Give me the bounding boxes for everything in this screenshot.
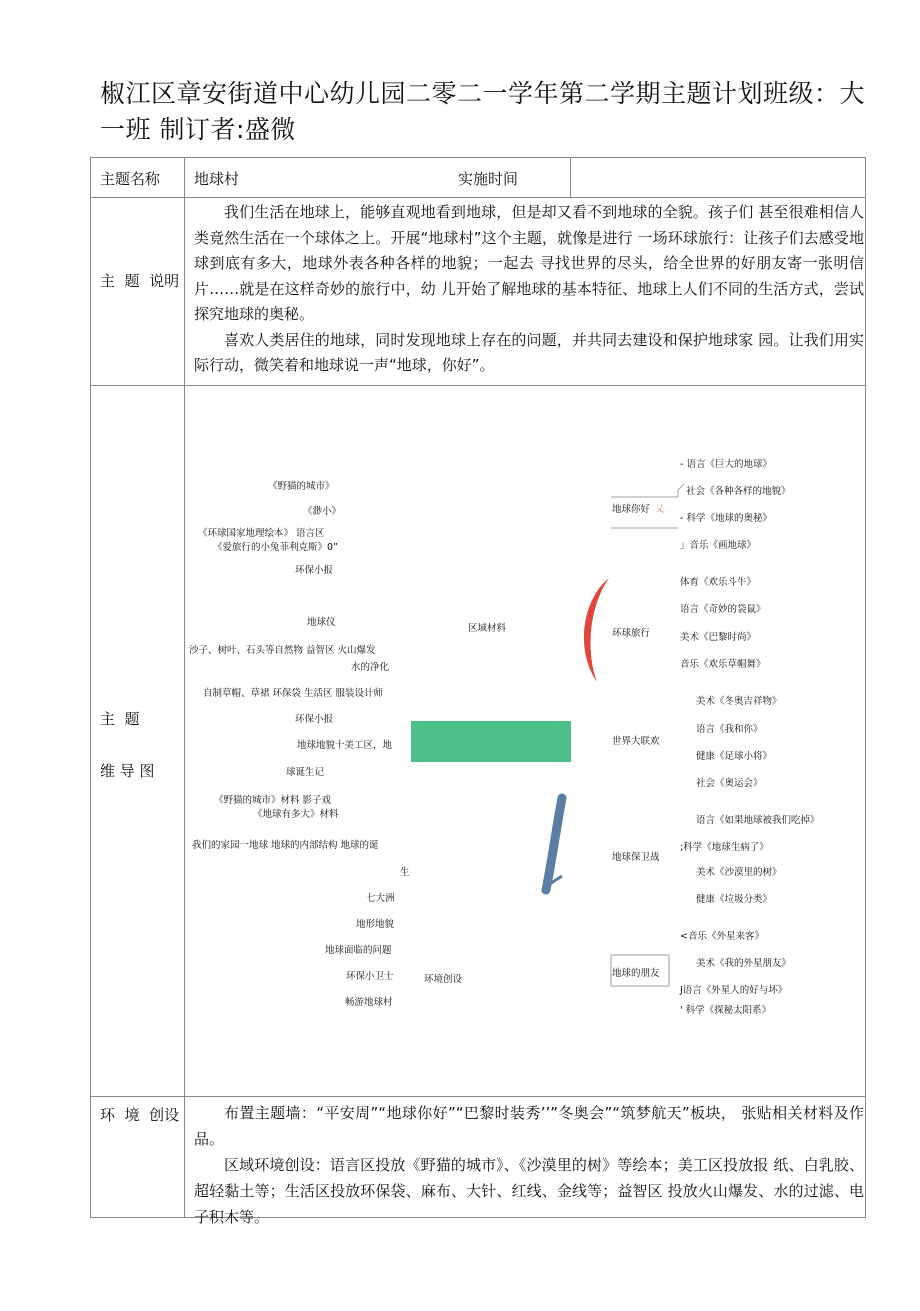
description-paragraph-2: 喜欢人类居住的地球，同时发现地球上存在的问题，并共同去建设和保护地球家 园。让我们用实际行动，微笑着和地球说一声“地球，你好”。 (194, 330, 864, 374)
mindmap-label-line2: 维 导 图 (100, 762, 155, 780)
mm-branch-3-item-3: 健康《足球小将》 (696, 751, 773, 762)
mm-branch-2-item-3: 美术《巴黎时尚》 (680, 632, 757, 643)
mm-area-materials: 区域材料 (468, 623, 507, 634)
description-paragraph-1: 我们生活在地球上，能够直观地看到地球，但是却又看不到地球的全貌。孩子们 甚至很难相信人类竟然生活在一个球体之上。开展“地球村”这个主题，就像是进行 一场环球旅行：让孩子们去感受地球到底有多大，地球外表各种各样的地貌；一起去 寻找世界的尽头，给全世界的好朋友寄一张明信片……就是在这样奇妙的旅行中，幼 儿开始了解地球的基本特征、地球上人们不同的生活方式，尝试探究地球的奥秘。 (194, 203, 864, 323)
mm-left-11: 地球地貌十美工区，地 (297, 740, 393, 751)
page-title: 椒江区章安街道中心幼儿园二零二一学年第二学期主题计划班级：大一班 制订者:盛微 (100, 79, 866, 144)
environment-paragraph-1: 布置主题墙：“平安周”“地球你好”“巴黎时装秀’’”冬奥会”“筑梦航天”板块， 张贴相关材料及作品。 (194, 1104, 864, 1148)
mm-branch-5-item-4: ' 科学《探秘太阳系》 (680, 1005, 772, 1016)
theme-name-label: 主题名称 (100, 170, 161, 188)
col-divider-2 (570, 157, 571, 197)
mm-left-7: 沙子、树叶、石头等自然物 益智区 火山爆发 (189, 645, 376, 656)
mm-left-3: 《环球国家地理绘本》 语言区 (198, 528, 325, 539)
mm-left-1: 《野猫的城市》 (268, 481, 335, 492)
mm-branch-5-item-3: J语言《外星人的好与坏》 (680, 985, 788, 996)
mm-branch-4-name: 地球保卫战 (612, 852, 660, 863)
row-divider-1 (90, 197, 865, 198)
mm-branch-1-item-2: 社会《各种各样的地貌》 (686, 486, 791, 497)
mm-left-18: 地形地貌 (356, 919, 395, 930)
mm-left-14: 《地球有多大》材料 (253, 809, 339, 820)
mm-branch-4-item-4: 健康《垃圾分类》 (696, 894, 773, 905)
mm-branch-3-name: 世界大联欢 (612, 736, 660, 747)
environment-paragraph-2: 区域环境创设：语言区投放《野猫的城市》、《沙漠里的树》等绘本；美工区投放报 纸、白乳胶、超轻黏土等；生活区投放环保袋、麻布、大针、红线、金线等；益智区 投放火山爆发、水的过滤、电子积木等。 (194, 1156, 864, 1226)
mm-branch-5-name: 地球的朋友 (612, 968, 660, 979)
col-divider-1 (184, 157, 185, 1217)
mm-left-20: 环保小卫士 (346, 971, 394, 982)
mm-env-create: 环境创设 (424, 974, 463, 985)
mm-left-21: 畅游地球村 (345, 997, 393, 1008)
row-divider-3 (90, 1096, 865, 1097)
description-label: 主 题 说明 (100, 272, 180, 290)
mm-branch-3-item-2: 语言《我和你》 (696, 724, 763, 735)
row-divider-2 (90, 385, 865, 386)
mm-branch-1-item-1: - 语言《巨大的地球》 (680, 459, 772, 470)
mm-left-10: 环保小报 (295, 714, 334, 725)
mm-left-17: 七大洲 (366, 893, 395, 904)
theme-name-value: 地球村 (194, 170, 240, 188)
mm-branch-1-suffix: 乂 (655, 504, 665, 515)
mm-left-13: 《野猫的城市》材料 影子戏 (214, 795, 332, 806)
mm-branch-2-name: 环球旅行 (612, 628, 651, 639)
mm-branch-2-item-4: 音乐《欢乐草帽舞》 (680, 659, 766, 670)
mm-left-19: 地球面临的问题 (325, 945, 392, 956)
mindmap-label-line1: 主 题 (100, 710, 140, 728)
mm-left-12: 球诞生记 (286, 767, 325, 778)
environment-text (194, 1100, 864, 1230)
mm-branch-4-item-2: ;科学《地球生病了》 (680, 842, 769, 853)
time-label: 实施时间 (458, 170, 519, 188)
mm-left-8: 水的净化 (351, 662, 390, 673)
mm-branch-1-item-4: 」音乐《画地球》 (680, 540, 757, 551)
environment-label: 环 境 创设 (100, 1106, 180, 1124)
mm-branch-5-item-2: 美术《我的外星朋友》 (696, 958, 792, 969)
mm-left-2: 《渺小》 (303, 506, 342, 517)
mm-left-5: 环保小报 (295, 565, 334, 576)
mm-left-6: 地球仪 (307, 617, 336, 628)
mm-branch-2-item-2: 语言《奇妙的袋鼠》 (680, 604, 766, 615)
mm-branch-5-item-1: <音乐《外星来客》 (680, 931, 764, 942)
description-text (194, 200, 864, 379)
mm-branch-1-name: 地球你好 (612, 504, 651, 515)
mm-branch-4-item-1: 语言《如果地球被我们吃掉》 (696, 815, 820, 826)
mm-branch-4-item-3: 美术《沙漠里的树》 (696, 867, 782, 878)
mm-branch-3-item-4: 社会《奥运会》 (696, 778, 763, 789)
mm-branch-1-item-3: - 科学《地球的奥秘》 (680, 513, 772, 524)
mm-left-16: 生 (400, 867, 410, 878)
mm-left-15: 我们的家园一地球 地球的内部结构 地球的诞 (192, 840, 379, 851)
mm-left-4: 《爱旅行的小兔菲利克斯》0” (213, 542, 338, 553)
mm-branch-2-item-1: 体育《欢乐斗牛》 (680, 577, 757, 588)
mm-branch-3-item-1: 美术《冬奥吉祥物》 (696, 696, 782, 707)
mm-left-9: 自制草帽、草裙 环保袋 生活区 服装设计师 (203, 688, 384, 699)
